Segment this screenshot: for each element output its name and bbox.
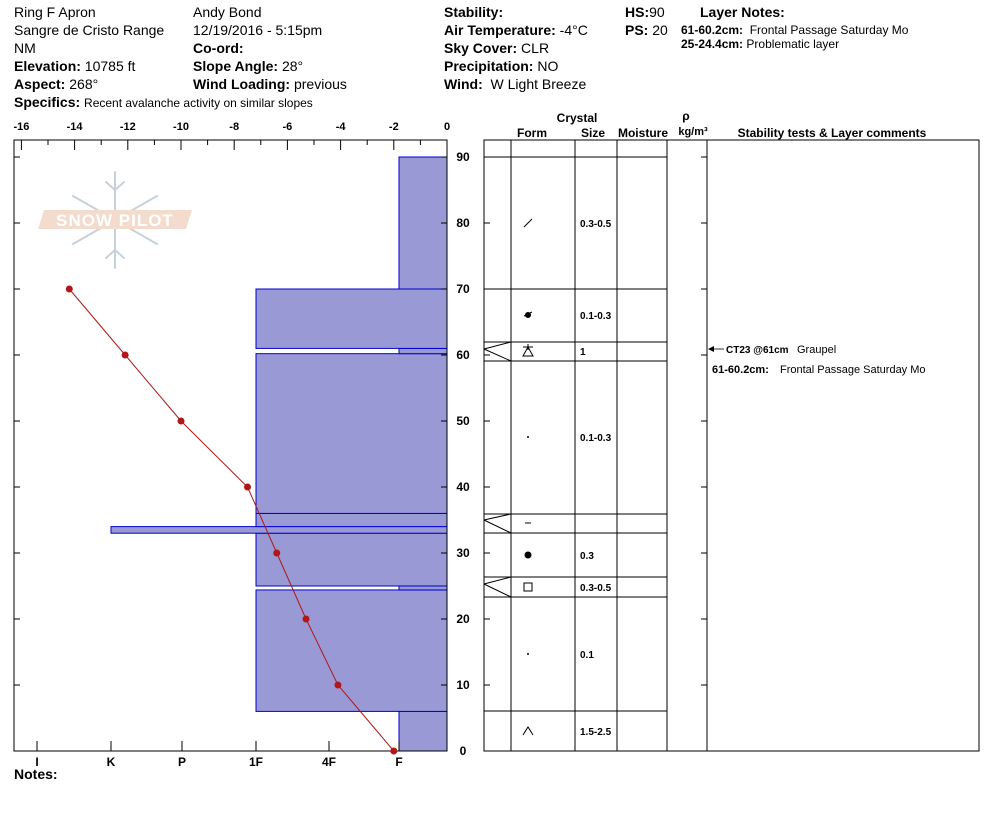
- temp-tick-label: -12: [119, 121, 136, 133]
- height-tick-label: 80: [456, 216, 470, 230]
- hardness-tick-label: P: [177, 755, 187, 769]
- layer-note-depth: 61-60.2cm:: [681, 23, 744, 37]
- hardness-tick-label: K: [106, 755, 116, 769]
- layer-size: 1: [580, 347, 586, 358]
- hardness-bar: [256, 533, 447, 586]
- layer-comment-depth: 61-60.2cm:: [712, 364, 769, 376]
- height-tick-label: 0: [459, 744, 467, 758]
- layer-notes-title: Layer Notes:: [700, 4, 785, 20]
- height-tick-label: 20: [456, 612, 470, 626]
- height-tick-label: 40: [456, 480, 470, 494]
- hardness-bar: [399, 348, 447, 353]
- hs-value: 90: [649, 4, 665, 20]
- temp-tick-label: -8: [229, 121, 240, 133]
- air-temp-label: Air Temperature:: [444, 22, 556, 38]
- hardness-bar: [256, 289, 447, 348]
- precip-label: Precipitation:: [444, 58, 534, 74]
- notes-label: Notes:: [14, 766, 58, 782]
- aspect-value: 268°: [69, 76, 99, 92]
- caret-icon: [523, 727, 533, 735]
- height-tick-label: 50: [456, 414, 470, 428]
- dot-mark: [527, 436, 529, 438]
- temperature-point: [244, 484, 251, 491]
- wind-loading-label: Wind Loading:: [193, 76, 291, 92]
- sky-label: Sky Cover:: [444, 40, 518, 56]
- height-tick-label: 60: [456, 348, 470, 362]
- state: NM: [14, 40, 36, 56]
- hardness-bar: [111, 527, 447, 534]
- dot-mark: [527, 653, 529, 655]
- wind-value: W Light Breeze: [490, 76, 587, 92]
- slash-icon: [524, 219, 532, 227]
- hardness-tick-label: 1F: [248, 755, 264, 769]
- temperature-point: [178, 418, 185, 425]
- datetime: 12/19/2016 - 5:15pm: [193, 22, 323, 38]
- layer-connector: [484, 577, 511, 584]
- site-name: Ring F Apron: [14, 4, 96, 20]
- elevation-value: 10785 ft: [84, 58, 136, 74]
- temperature-point: [273, 550, 280, 557]
- layer-size: 0.3-0.5: [580, 219, 612, 230]
- stability-label: Stability:: [444, 4, 504, 20]
- layer-table: [484, 140, 979, 751]
- layer-comment-text: Frontal Passage Saturday Mo: [780, 364, 926, 376]
- layer-size: 0.1-0.3: [580, 311, 612, 322]
- density-unit-header: kg/m³: [678, 126, 708, 138]
- form-header: Form: [517, 126, 547, 140]
- aspect-label: Aspect:: [14, 76, 66, 92]
- specifics-label: Specifics:: [14, 94, 81, 110]
- hs-label: HS:: [625, 4, 650, 20]
- layer-size: 0.3-0.5: [580, 583, 612, 594]
- layer-connector: [484, 342, 511, 349]
- snow-pilot-logo: [38, 172, 192, 268]
- layer-connector: [484, 520, 511, 533]
- dot-icon: [527, 653, 529, 655]
- stability-test-label: CT23 @61cm: [726, 345, 789, 356]
- hardness-bar: [256, 590, 447, 711]
- layer-size: 0.3: [580, 551, 594, 562]
- elevation-label: Elevation:: [14, 58, 81, 74]
- layer-size: 0.1: [580, 650, 594, 661]
- slope-label: Slope Angle:: [193, 58, 279, 74]
- ps-label: PS:: [625, 22, 649, 38]
- air-temp-value: -4°C: [559, 22, 588, 38]
- temperature-point: [303, 616, 310, 623]
- moisture-header: Moisture: [617, 126, 669, 140]
- hardness-bar: [399, 586, 447, 590]
- stability-test-comment: Graupel: [797, 344, 837, 356]
- hardness-bar: [399, 711, 447, 751]
- hardness-bar: [399, 157, 447, 289]
- logo-text: SNOW PILOT: [56, 211, 174, 230]
- dot-icon: [527, 436, 529, 438]
- temperature-point: [334, 682, 341, 689]
- temp-tick-label: -10: [173, 121, 189, 133]
- size-header: Size: [580, 126, 606, 140]
- dot-ring-icon: [524, 312, 532, 318]
- layer-size: 1.5-2.5: [580, 727, 612, 738]
- slope-value: 28°: [281, 58, 304, 74]
- temp-tick-label: -6: [282, 121, 293, 133]
- observer: Andy Bond: [193, 4, 262, 20]
- hardness-bar: [256, 513, 447, 526]
- graupel-icon: [523, 344, 533, 356]
- table-border: [484, 140, 979, 751]
- hardness-tick-label: F: [395, 755, 403, 769]
- temp-tick-label: -14: [66, 121, 83, 133]
- temperature-point: [390, 748, 397, 755]
- arrow-head-icon: [708, 346, 714, 352]
- stability-test-annotation: [708, 344, 926, 376]
- layer-size: 0.1-0.3: [580, 433, 612, 444]
- square-mark: [524, 583, 532, 591]
- temp-tick-label: -16: [13, 121, 30, 133]
- filled-circle-icon: [525, 552, 532, 559]
- sky-value: CLR: [521, 40, 550, 56]
- hardness-tick-label: 4F: [321, 755, 337, 769]
- caret-mark: [523, 727, 533, 735]
- slash-mark: [524, 219, 532, 227]
- temperature-point: [66, 286, 73, 293]
- rho-header: ρ: [682, 109, 690, 123]
- wind-loading-value: previous: [293, 76, 347, 92]
- height-tick-label: 90: [456, 150, 470, 164]
- specifics-text: Recent avalanche activity on similar slopes: [84, 96, 313, 110]
- range-name: Sangre de Cristo Range: [14, 22, 165, 38]
- wind-label: Wind:: [444, 76, 483, 92]
- square-icon: [524, 583, 532, 591]
- hardness-bars: [111, 157, 447, 751]
- filled-circle-mark: [525, 552, 532, 559]
- crystal-header: Crystal: [556, 111, 598, 125]
- stability-header: Stability tests & Layer comments: [737, 126, 927, 140]
- precip-value: NO: [537, 58, 559, 74]
- height-tick-label: 30: [456, 546, 470, 560]
- temp-tick-label: 0: [443, 121, 451, 133]
- height-tick-label: 70: [456, 282, 470, 296]
- height-tick-label: 10: [456, 678, 470, 692]
- layer-note-text: Problematic layer: [746, 37, 840, 51]
- temp-tick-label: -2: [388, 121, 399, 133]
- hardness-bar: [256, 354, 447, 514]
- temperature-point: [122, 352, 129, 359]
- coord-label: Co-ord:: [193, 40, 244, 56]
- layer-note-text: Frontal Passage Saturday Mo: [749, 23, 909, 37]
- layer-connector: [484, 584, 511, 597]
- hardness-tick-label: I: [35, 755, 39, 769]
- layer-note-depth: 25-24.4cm:: [681, 37, 744, 51]
- ps-value: 20: [652, 22, 668, 38]
- layer-connector: [484, 514, 511, 520]
- temp-tick-label: -4: [335, 121, 346, 133]
